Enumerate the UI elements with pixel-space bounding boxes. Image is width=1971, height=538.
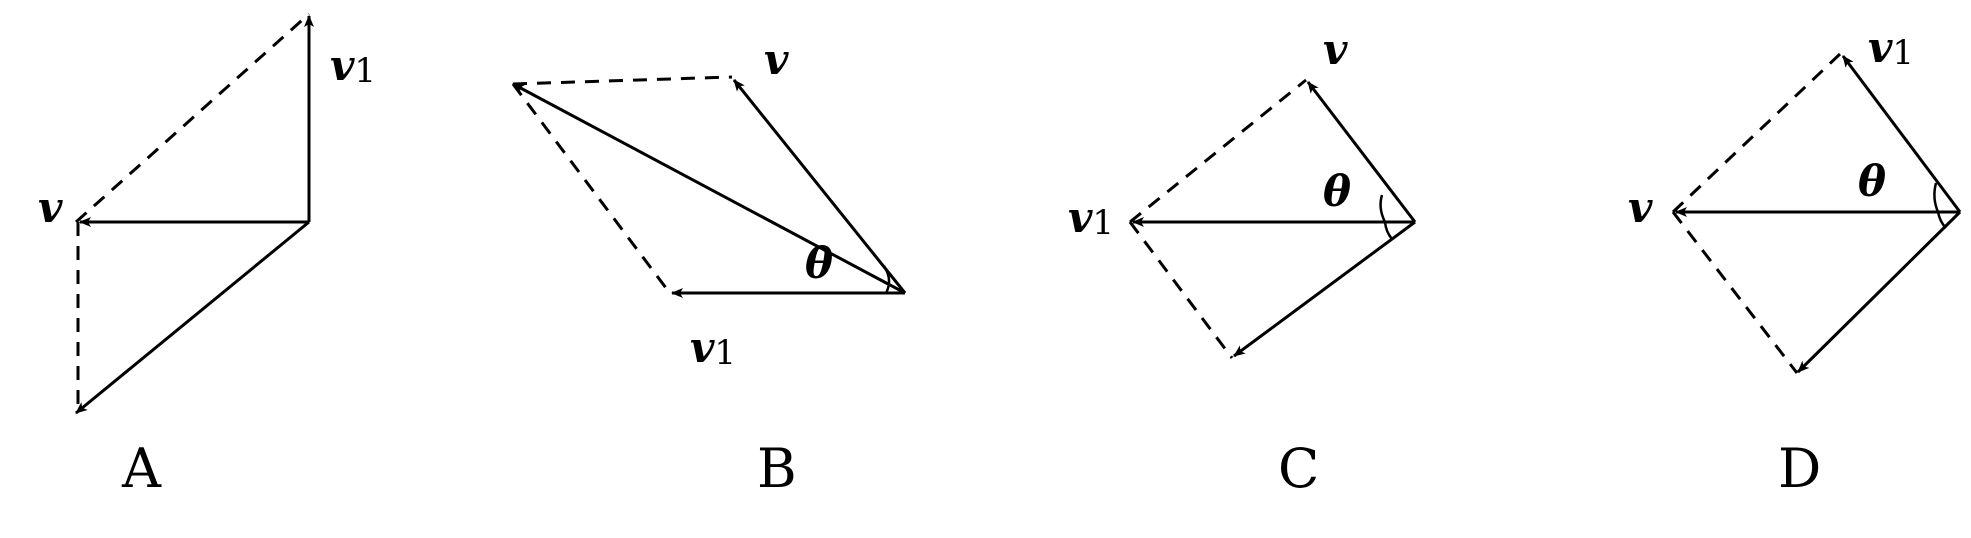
panel-d-theta-label: θ	[1858, 157, 1887, 206]
panel-a-v1-label: v1	[330, 41, 377, 91]
panel-d-v1-label: v1	[1868, 23, 1915, 73]
panel-d-angle-arc-lower	[1938, 212, 1946, 228]
panel-c-angle-arc-lower	[1385, 222, 1392, 239]
panel-b-resultant-arrow	[513, 84, 905, 293]
panel-a-letter: A	[122, 437, 161, 500]
panel-b-v1-label: v1	[690, 323, 737, 373]
panel-c-v-label: v	[1323, 25, 1348, 74]
panel-c-resultant-arrow	[1234, 222, 1415, 356]
panel-c-dashed-line-bottom	[1130, 222, 1232, 358]
panel-d-letter: D	[1778, 437, 1822, 500]
panel-b-v-label: v	[764, 35, 789, 84]
panel-a-resultant-arrow	[76, 222, 309, 413]
panel-c-dashed-line-top	[1130, 80, 1306, 222]
panel-b-dashed-line-left	[513, 84, 669, 292]
panel-c-letter: C	[1278, 437, 1320, 500]
panel-a-v-label: v	[38, 183, 63, 232]
panel-a-dashed-line-top	[76, 14, 309, 222]
panel-c	[1068, 25, 1415, 500]
panel-d-v-label: v	[1628, 183, 1653, 232]
panel-b-letter: B	[757, 437, 797, 500]
panel-c-v1-label: v1	[1068, 193, 1115, 243]
panel-d-angle-arc-upper	[1934, 183, 1938, 212]
panel-d-dashed-line-top	[1673, 54, 1840, 212]
panel-a	[38, 14, 376, 500]
panel-d-dashed-line-bottom	[1673, 212, 1797, 373]
panel-b-theta-label: θ	[805, 239, 834, 288]
panel-d	[1628, 23, 1960, 500]
panel-b	[513, 35, 905, 500]
panel-d-resultant-arrow	[1798, 212, 1960, 372]
panel-c-angle-arc-upper	[1381, 195, 1385, 222]
panel-c-theta-label: θ	[1323, 167, 1352, 216]
panel-b-dashed-line-top	[513, 77, 732, 84]
